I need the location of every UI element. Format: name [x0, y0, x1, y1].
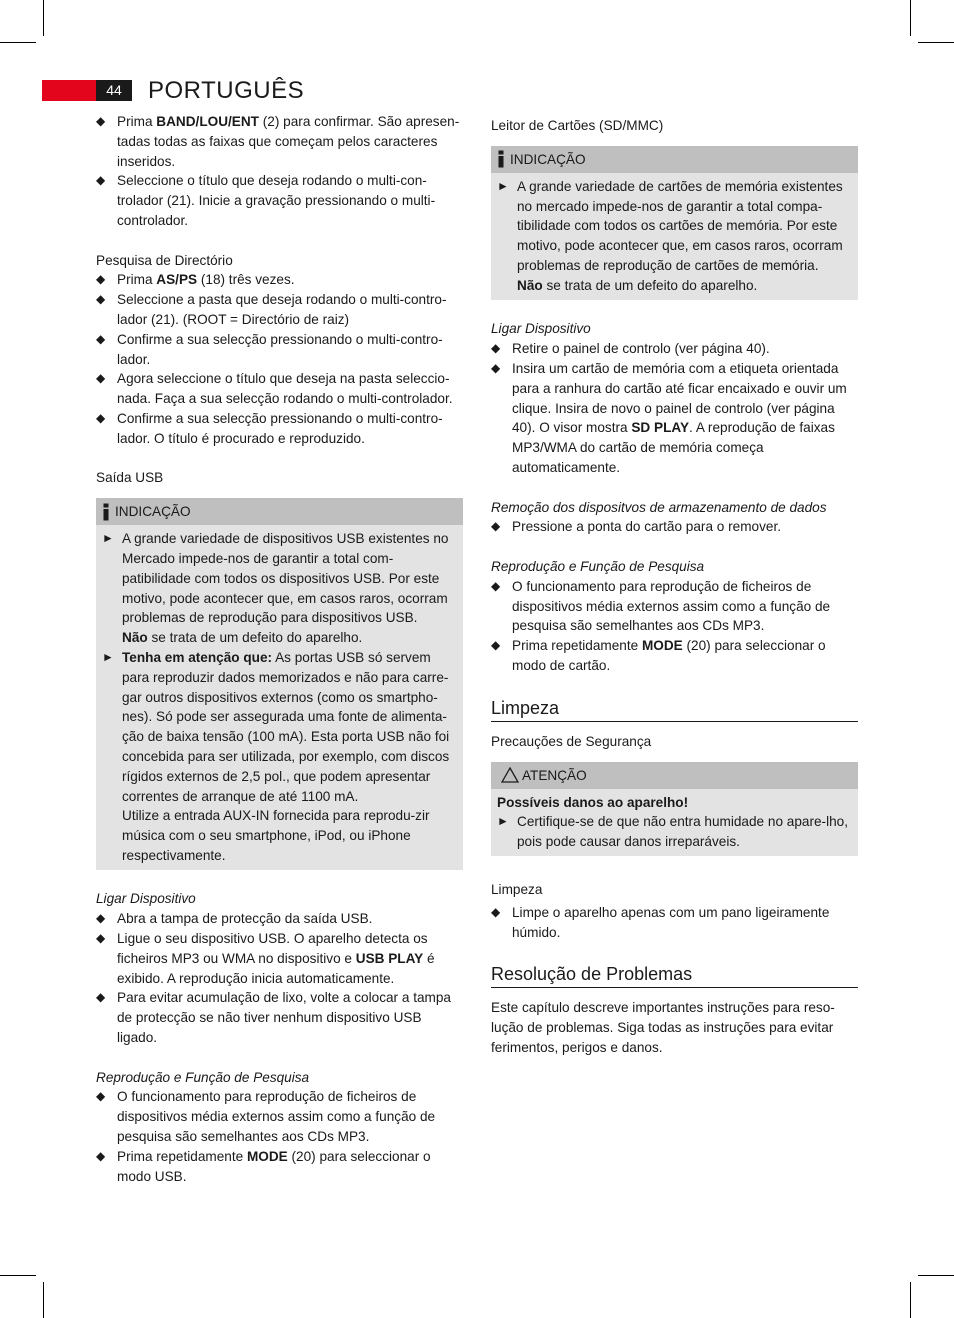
diamond-bullet-icon: ◆ — [96, 410, 106, 425]
list-item: ◆ O funcionamento para reprodução de ficheiros de dispositivos média externos assim como a função de pesquisa são semelhantes aos CDs MP3. — [491, 577, 858, 636]
warning-box — [491, 762, 858, 856]
list-item: ◆ Retire o painel de controlo (ver página 40). — [491, 339, 858, 359]
list-item: ◆ Para evitar acumulação de lixo, volte a colocar a tampa de protecção se não tiver nenhum dispositivo USB ligado. — [96, 988, 463, 1047]
diamond-bullet-icon: ◆ — [96, 1089, 106, 1104]
warning-label: ATENÇÃO — [522, 767, 587, 783]
diamond-bullet-icon: ◆ — [96, 931, 106, 946]
diamond-bullet-icon: ◆ — [96, 272, 106, 287]
note-item: ► A grande variedade de dispositivos USB existentes no Mercado impede-nos de garantir a total com-patibilidade com todos os dispositivos USB. Por este motivo, pode acontecer que, em casos raros, ocorram problemas de reprodução para dispositivos USB. Não se trata de um defeito do aparelho. — [102, 529, 457, 648]
playback-title: Reprodução e Função de Pesquisa — [491, 558, 705, 574]
diamond-bullet-icon: ◆ — [491, 578, 501, 593]
crop-mark — [910, 0, 911, 36]
note-item: ► Tenha em atenção que: As portas USB só servem para reproduzir dados memorizados e não para carre-gar outros dispositivos externos (como os smartpho-nes). Só pode ser assegurada uma fonte de alimenta-ção de baixa tensão (100 mA). Esta porta USB não foi concebida para ser utilizada, por exemplo, com discos rígidos externos de 2,5 pol., que podem apresentar correntes de arranque de até 1100 mA. Utilize a entrada AUX-IN fornecida para reprodu-zir música com o seu smartphone, iPod, ou iPhone respectivamente. — [102, 648, 457, 866]
note-item: ► Certifique-se de que não entra humidade no apare-lho, pois pode causar danos irreparáveis. — [497, 812, 852, 852]
list-item: ◆ Seleccione o título que deseja rodando o multi-con-trolador (21). Inicie a gravação pressionando o multi-controlador. — [96, 171, 463, 230]
note-header — [96, 498, 463, 525]
list-item: ◆ Pressione a ponta do cartão para o remover. — [491, 517, 858, 537]
list-item: ◆ Seleccione a pasta que deseja rodando o multi-contro-lador (21). (ROOT = Directório de raiz) — [96, 290, 463, 330]
card-reader-title: Leitor de Cartões (SD/MMC) — [491, 118, 664, 133]
triangle-bullet-icon: ► — [102, 649, 114, 664]
triangle-bullet-icon: ► — [497, 178, 509, 193]
list-item: ◆ Limpe o aparelho apenas com um pano ligeiramente húmido. — [491, 903, 858, 943]
list-item: ◆ Prima AS/PS (18) três vezes. — [96, 270, 463, 290]
diamond-bullet-icon: ◆ — [491, 519, 501, 534]
diamond-bullet-icon: ◆ — [491, 904, 501, 919]
connect-device-title: Ligar Dispositivo — [96, 891, 196, 907]
list-item: ◆ Insira um cartão de memória com a etiqueta orientada para a ranhura do cartão até ficar encaixado e ouvir um clique. Insira de novo o painel de controlo (ver página 40). O visor mostra SD PLAY. A reprodução de faixas MP3/WMA do cartão de memória começa automaticamente. — [491, 359, 858, 478]
note-header — [491, 146, 858, 173]
troubleshooting-text: Este capítulo descreve importantes instruções para reso-lução de problemas. Siga todas as instruções para evitar ferimentos, perigos e danos. — [491, 1000, 835, 1055]
remove-storage-title: Remoção dos dispositvos de armazenamento de dados — [491, 499, 827, 515]
diamond-bullet-icon: ◆ — [96, 331, 106, 346]
crop-mark — [0, 1275, 36, 1276]
crop-mark — [918, 42, 954, 43]
triangle-bullet-icon: ► — [102, 531, 114, 546]
diamond-bullet-icon: ◆ — [96, 1148, 106, 1163]
note-item: ► A grande variedade de cartões de memória existentes no mercado impede-nos de garantir a total compa-tibilidade com todos os cartões de memória. Por este motivo, pode acontecer que, em casos raros, ocorram problemas de reprodução de cartões de memória. Não se trata de um defeito do aparelho. — [497, 177, 852, 296]
cleaning-section-title: Limpeza — [491, 696, 858, 722]
diamond-bullet-icon: ◆ — [96, 990, 106, 1005]
crop-mark — [0, 42, 36, 43]
list-item: ◆ Agora seleccione o título que deseja na pasta seleccio-nada. Faça a sua selecção rodando o multi-controlador. — [96, 369, 463, 409]
note-label: INDICAÇÃO — [115, 504, 191, 520]
crop-mark — [43, 0, 44, 36]
usb-note-box — [96, 498, 463, 870]
page-number: 44 — [96, 80, 132, 101]
diamond-bullet-icon: ◆ — [491, 638, 501, 653]
warning-subtitle: Possíveis danos ao aparelho! — [497, 794, 689, 810]
list-item: ◆ Prima repetidamente MODE (20) para seleccionar o modo USB. — [96, 1147, 463, 1187]
list-item: ◆ Abra a tampa de protecção da saída USB. — [96, 909, 463, 929]
note-label: INDICAÇÃO — [510, 151, 586, 167]
diamond-bullet-icon: ◆ — [491, 360, 501, 375]
left-column — [96, 112, 463, 1186]
list-item: ◆ Confirme a sua selecção pressionando o multi-contro-lador. O título é procurado e reproduzido. — [96, 409, 463, 449]
info-icon — [100, 503, 112, 521]
cleaning-subtitle: Limpeza — [491, 881, 543, 897]
diamond-bullet-icon: ◆ — [96, 114, 106, 128]
page-tab-accent — [42, 80, 96, 101]
list-item: ◆ Prima repetidamente MODE (20) para seleccionar o modo de cartão. — [491, 636, 858, 676]
card-note-box — [491, 146, 858, 300]
list-item: ◆ Confirme a sua selecção pressionando o multi-contro-lador. — [96, 330, 463, 370]
connect-device-title: Ligar Dispositivo — [491, 321, 591, 337]
diamond-bullet-icon: ◆ — [96, 911, 106, 926]
crop-mark — [43, 1282, 44, 1318]
right-column — [491, 116, 858, 1058]
dir-search-title: Pesquisa de Directório — [96, 252, 233, 268]
crop-mark — [910, 1282, 911, 1318]
diamond-bullet-icon: ◆ — [491, 341, 501, 356]
troubleshooting-section-title: Resolução de Problemas — [491, 962, 858, 988]
list-item: ◆ O funcionamento para reprodução de ficheiros de dispositivos média externos assim como a função de pesquisa são semelhantes aos CDs MP3. — [96, 1087, 463, 1146]
diamond-bullet-icon: ◆ — [96, 173, 106, 188]
diamond-bullet-icon: ◆ — [96, 292, 106, 307]
playback-title: Reprodução e Função de Pesquisa — [96, 1069, 310, 1085]
triangle-bullet-icon: ► — [497, 814, 509, 829]
crop-mark — [918, 1275, 954, 1276]
list-item: ◆ Prima BAND/LOU/ENT (2) para confirmar. São apresen-tadas todas as faixas que começam pelos caracteres inseridos. — [96, 112, 463, 171]
language-title: PORTUGUÊS — [148, 77, 305, 104]
warning-header — [491, 762, 858, 789]
info-icon — [495, 150, 507, 168]
safety-title: Precauções de Segurança — [491, 733, 652, 749]
usb-output-title: Saída USB — [96, 470, 164, 486]
warning-triangle-icon — [501, 767, 519, 783]
diamond-bullet-icon: ◆ — [96, 371, 106, 386]
list-item: ◆ Ligue o seu dispositivo USB. O aparelho detecta os ficheiros MP3 ou WMA no dispositivo e USB PLAY é exibido. A reprodução inicia automaticamente. — [96, 929, 463, 988]
